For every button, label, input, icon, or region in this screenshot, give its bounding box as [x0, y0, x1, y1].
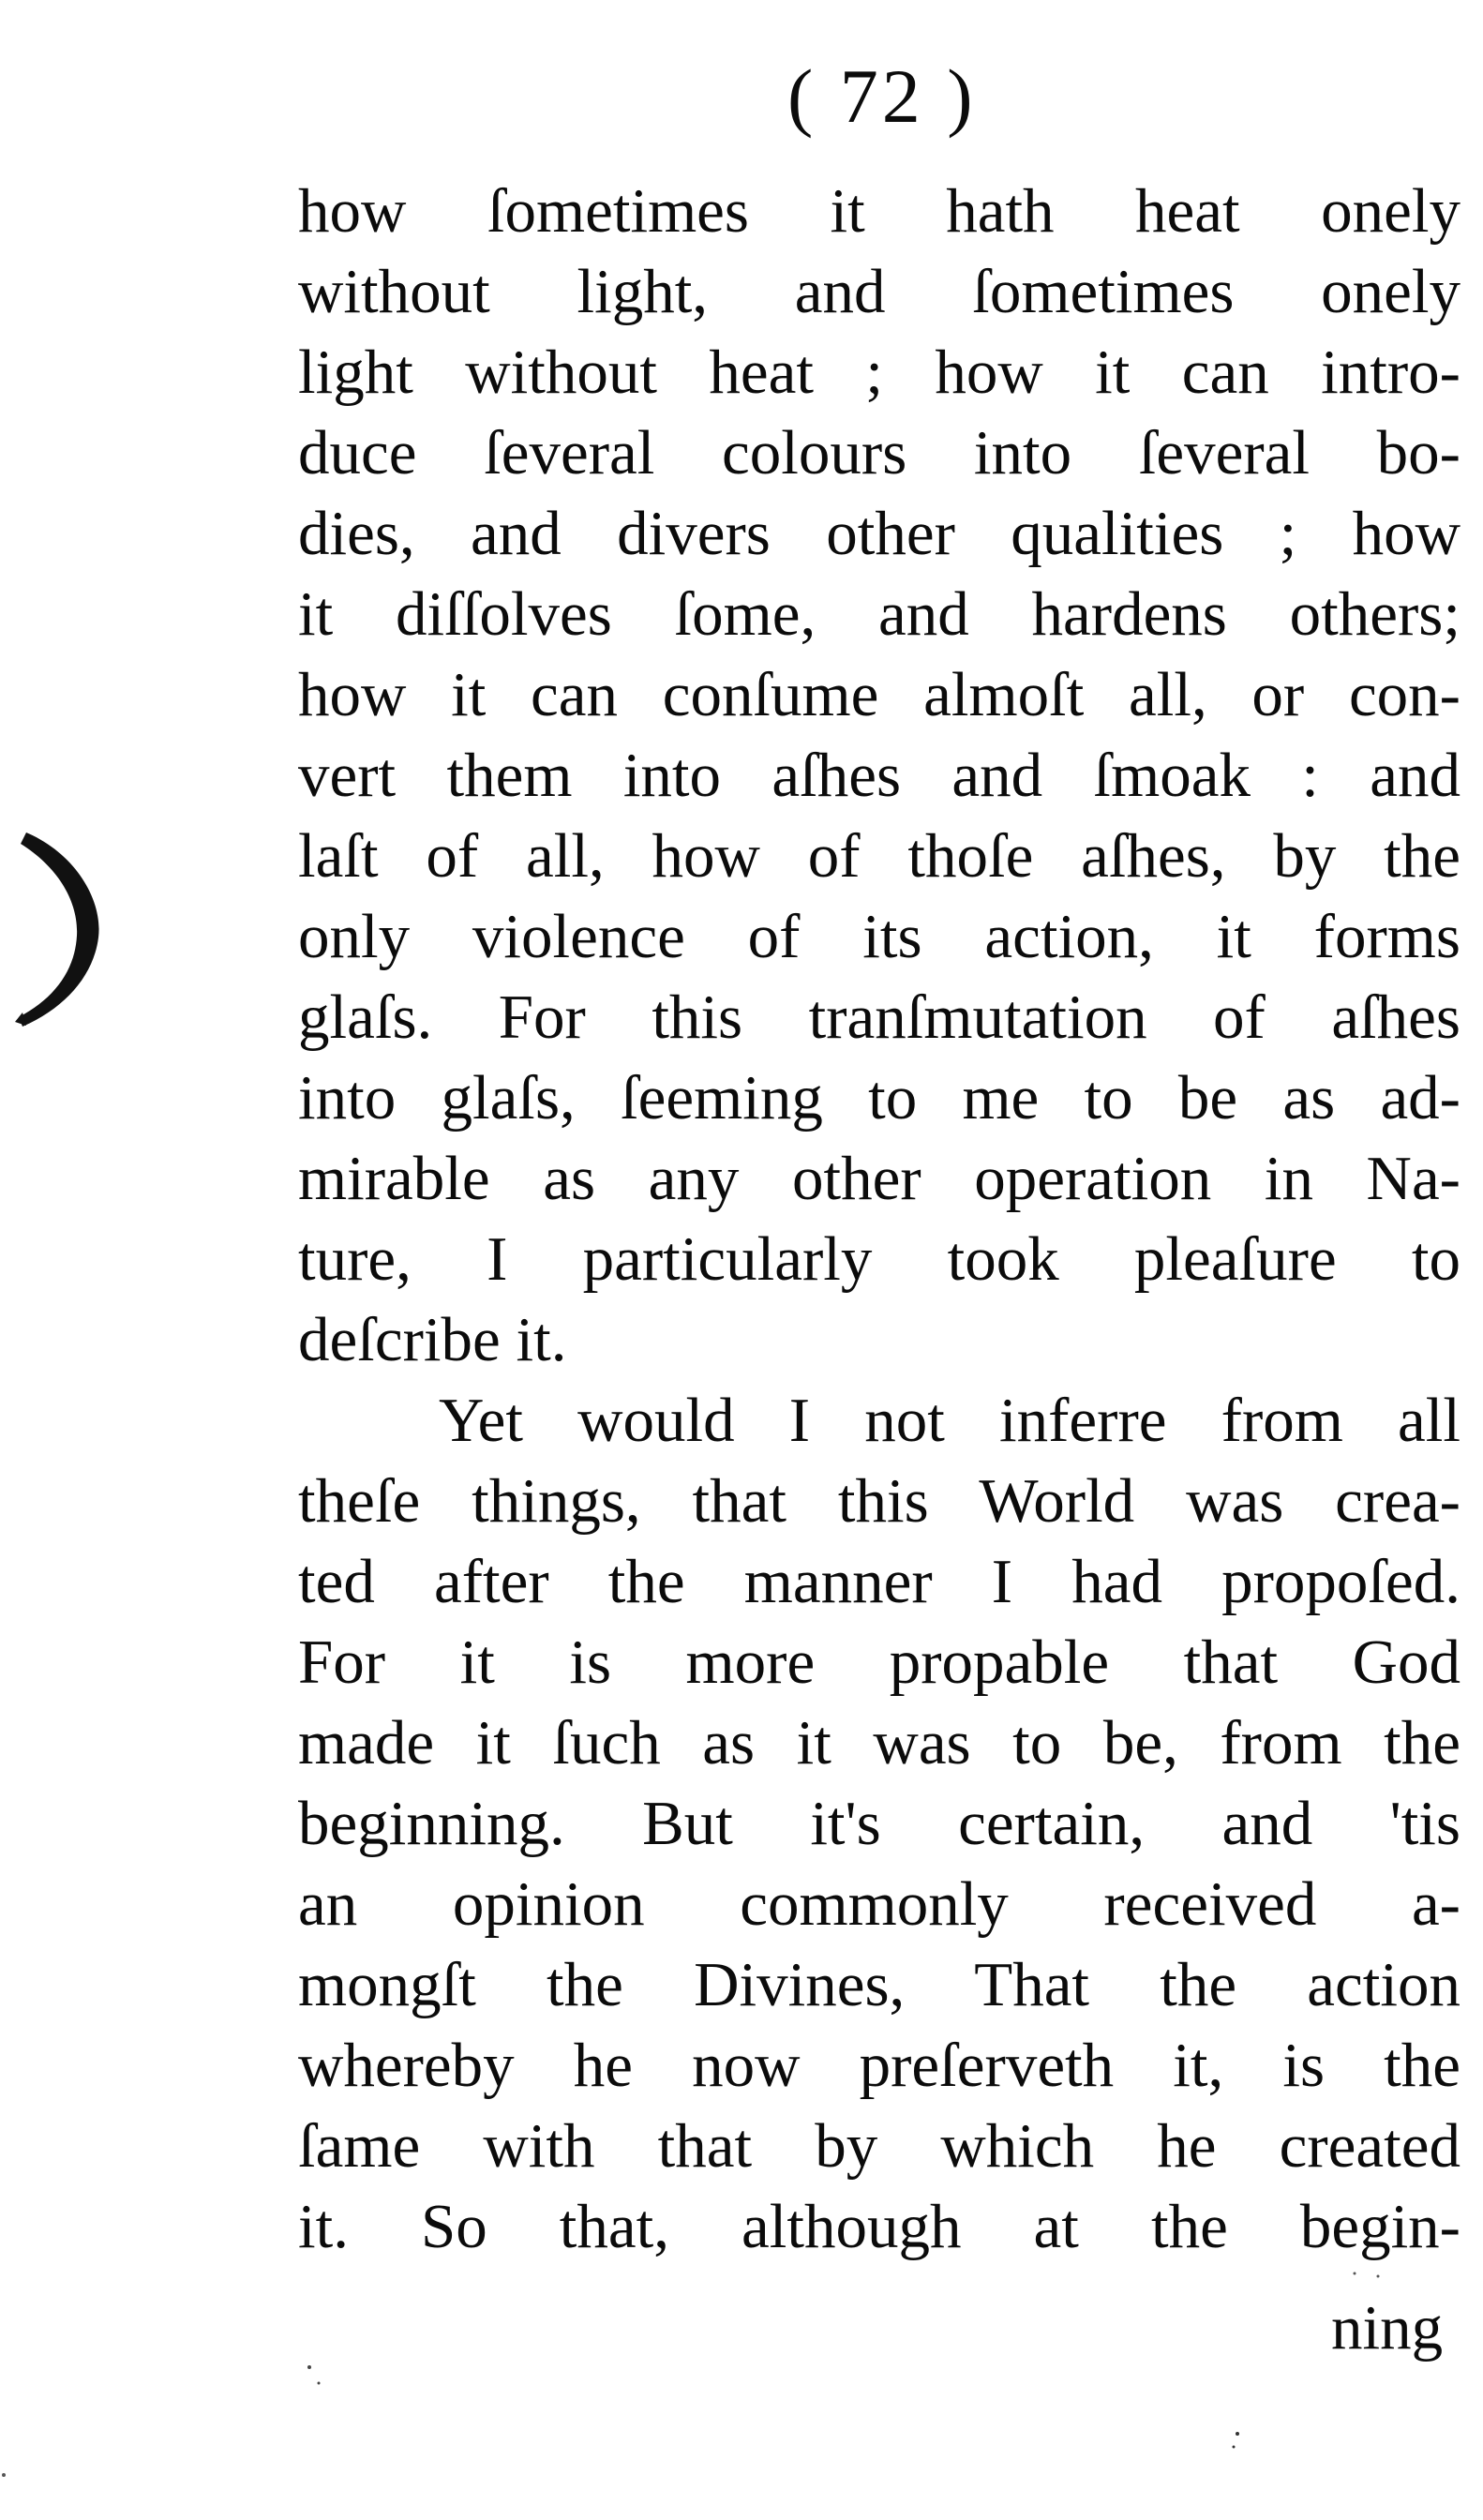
- catchword: ning: [1331, 2293, 1444, 2362]
- page-number: ( 72 ): [787, 53, 977, 139]
- text-line: it. So that, although at the begin-: [298, 2192, 1461, 2261]
- text-line: made it ſuch as it was to be, from the: [298, 1708, 1461, 1778]
- text-line: ted after the manner I had propoſed.: [298, 1547, 1461, 1616]
- text-line: glaſs. For this tranſmutation of aſhes: [298, 982, 1461, 1052]
- text-line: whereby he now preſerveth it, is the: [298, 2031, 1461, 2100]
- text-line: deſcribe it.: [298, 1305, 567, 1374]
- text-line: dies, and divers other qualities ; how: [298, 499, 1461, 568]
- text-line: an opinion commonly received a-: [298, 1869, 1461, 1939]
- text-line: Yet would I not inferre from all: [439, 1386, 1461, 1455]
- text-line: ture, I particularly took pleaſure to: [298, 1224, 1461, 1294]
- text-line: mirable as any other operation in Na-: [298, 1144, 1461, 1213]
- text-line: laſt of all, how of thoſe aſhes, by the: [298, 821, 1461, 891]
- text-line: light without heat ; how it can intro-: [298, 338, 1461, 407]
- text-line: into glaſs, ſeeming to me to be as ad-: [298, 1063, 1461, 1132]
- paragraph: [298, 1380, 1461, 2267]
- text-line: vert them into aſhes and ſmoak : and: [298, 741, 1461, 810]
- body-text: [298, 171, 1461, 2267]
- paragraph: [298, 171, 1461, 1380]
- text-line: ſame with that by which he created: [298, 2111, 1461, 2181]
- text-line: how ſometimes it hath heat onely: [298, 176, 1461, 246]
- margin-bracket-mark: [9, 825, 122, 1031]
- text-line: how it can conſume almoſt all, or con-: [298, 660, 1461, 729]
- text-line: it diſſolves ſome, and hardens others;: [298, 579, 1461, 649]
- text-line: duce ſeveral colours into ſeveral bo-: [298, 418, 1461, 488]
- text-line: mongſt the Divines, That the action: [298, 1950, 1461, 2019]
- text-line: theſe things, that this World was crea-: [298, 1466, 1461, 1536]
- text-line: without light, and ſometimes onely: [298, 257, 1461, 326]
- text-line: For it is more propable that God: [298, 1628, 1461, 1697]
- text-line: only violence of its action, it forms: [298, 902, 1461, 971]
- text-line: beginning. But it's certain, and 'tis: [298, 1789, 1461, 1858]
